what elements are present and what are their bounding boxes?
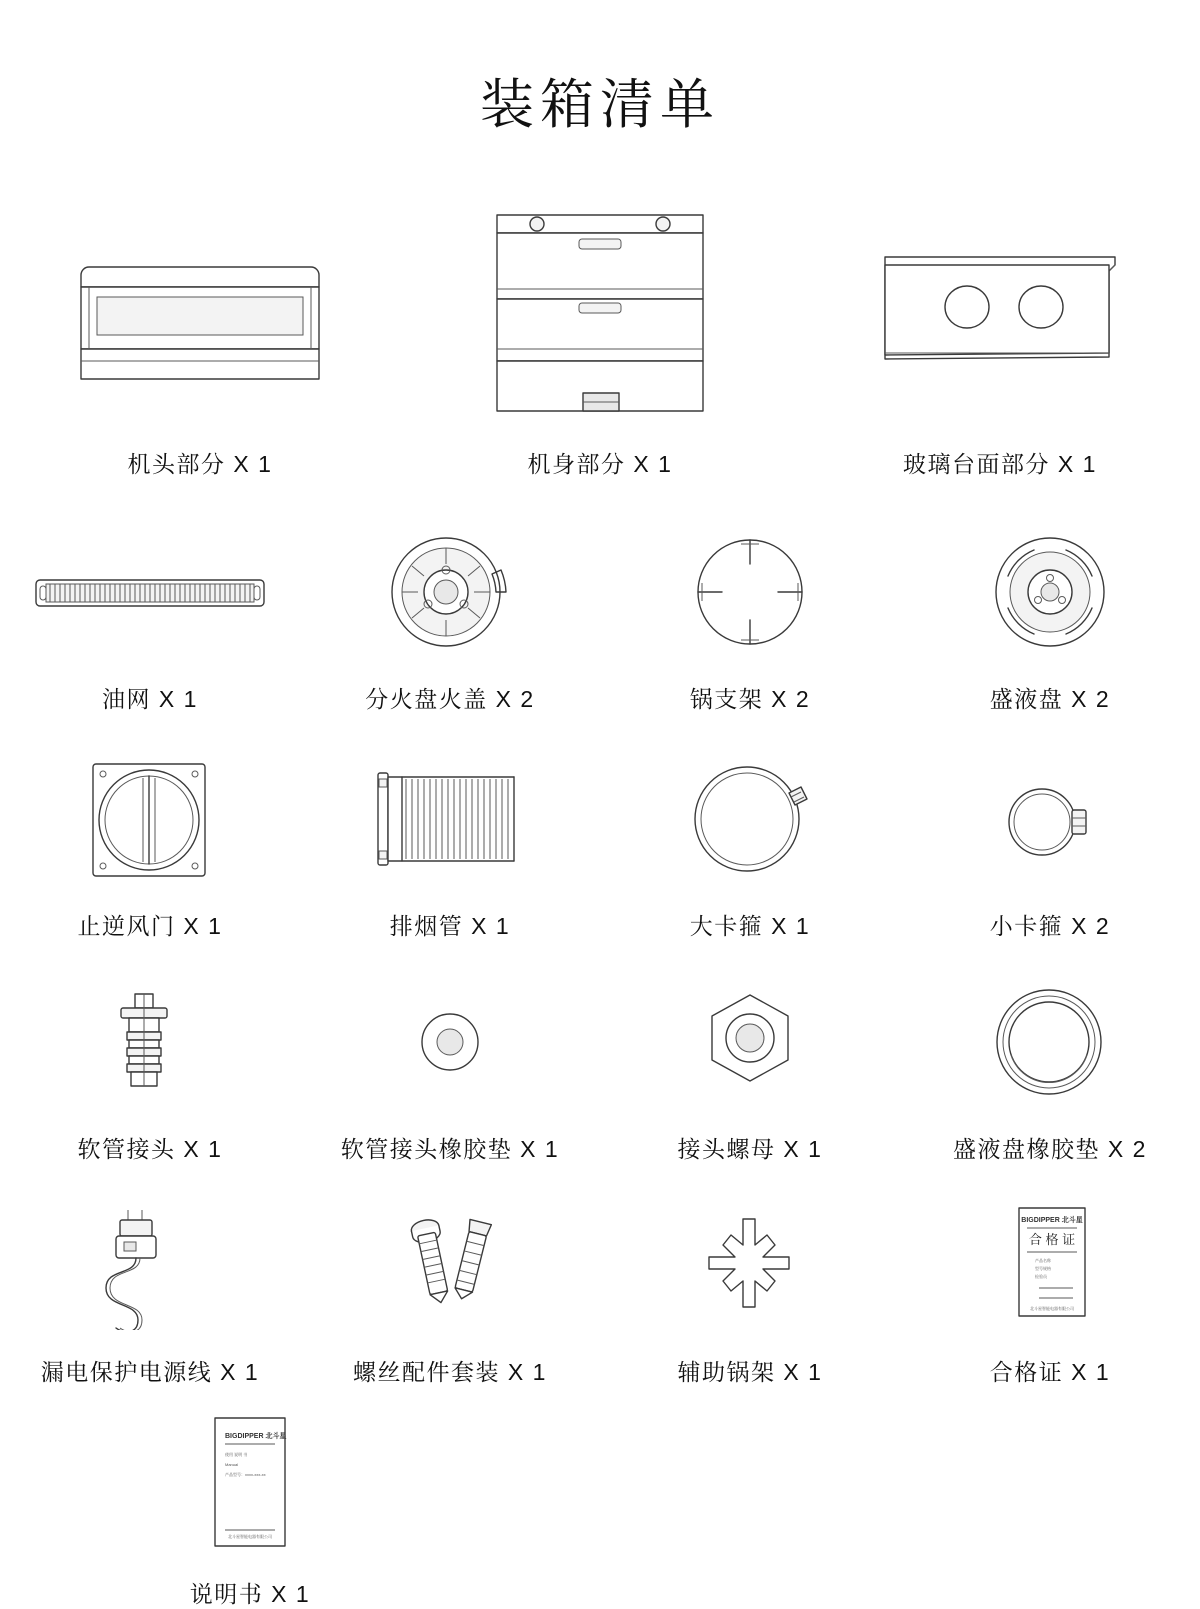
glass-cooktop-icon [875, 197, 1125, 432]
item-row-4 [0, 967, 1200, 1164]
list-item [900, 1190, 1200, 1387]
svg-text:BIGDIPPER 北斗星: BIGDIPPER 北斗星 [225, 1433, 287, 1440]
item-label: 合格证 X 1 [989, 1359, 1111, 1385]
connector-nut-icon [690, 967, 810, 1117]
page-title: 装箱清单 [480, 75, 720, 135]
exhaust-duct-icon [370, 744, 530, 894]
list-item [0, 517, 300, 714]
item-label: 玻璃台面部分 X 1 [903, 451, 1097, 477]
certificate-icon [995, 1190, 1105, 1340]
list-item [0, 1190, 300, 1387]
item-label: 分火盘火盖 X 2 [365, 686, 535, 712]
list-item [300, 1190, 600, 1387]
item-label: 螺丝配件套装 X 1 [353, 1359, 547, 1385]
list-item [800, 197, 1200, 479]
grease-filter-icon [30, 517, 270, 667]
item-row-1 [0, 197, 1200, 479]
list-item [600, 1190, 900, 1387]
item-label: 软管接头 X 1 [77, 1136, 223, 1162]
list-item [900, 967, 1200, 1164]
item-row-2 [0, 517, 1200, 714]
svg-text:检验员: 检验员 [1035, 1274, 1047, 1279]
check-valve-icon [83, 744, 218, 894]
svg-text:产品型号：xxxx-xxx-xx: 产品型号：xxxx-xxx-xx [225, 1472, 266, 1477]
pot-support-icon [685, 517, 815, 667]
item-label: 油网 X 1 [102, 686, 198, 712]
list-item [300, 517, 600, 714]
item-label: 止逆风门 X 1 [77, 913, 223, 939]
list-item [400, 197, 800, 479]
list-item [300, 967, 600, 1164]
item-label: 排烟管 X 1 [389, 913, 511, 939]
svg-text:使用 说明 书: 使用 说明 书 [225, 1452, 248, 1457]
range-hood-head-icon [75, 197, 325, 432]
range-hood-body-icon [475, 197, 725, 432]
item-label: 软管接头橡胶垫 X 1 [340, 1136, 560, 1162]
small-clamp-icon [990, 744, 1110, 894]
list-item [100, 1407, 400, 1609]
item-label: 锅支架 X 2 [689, 686, 811, 712]
item-label: 机身部分 X 1 [527, 451, 673, 477]
screw-kit-icon [385, 1190, 515, 1340]
large-clamp-icon [685, 744, 815, 894]
list-item [300, 744, 600, 941]
item-label: 盛液盘 X 2 [989, 686, 1111, 712]
svg-text:Manual: Manual [225, 1462, 239, 1467]
svg-text:合 格 证: 合 格 证 [1028, 1232, 1076, 1247]
item-label: 辅助锅架 X 1 [677, 1359, 823, 1385]
list-item [600, 967, 900, 1164]
item-row-5 [0, 1190, 1200, 1387]
item-row-3 [0, 744, 1200, 941]
svg-text:北斗星智能电器有限公司: 北斗星智能电器有限公司 [228, 1534, 272, 1539]
item-label: 小卡箍 X 2 [989, 913, 1111, 939]
list-item [0, 967, 300, 1164]
drip-tray-icon [985, 517, 1115, 667]
power-cord-icon [80, 1190, 220, 1340]
auxiliary-pot-rack-icon [685, 1190, 815, 1340]
list-item [0, 197, 400, 479]
item-label: 接头螺母 X 1 [677, 1136, 823, 1162]
svg-text:北斗星智能电器有限公司: 北斗星智能电器有限公司 [1030, 1306, 1074, 1311]
manual-icon [195, 1407, 305, 1562]
svg-text:型号规格: 型号规格 [1035, 1266, 1051, 1271]
drip-tray-gasket-icon [985, 967, 1115, 1117]
item-label: 盛液盘橡胶垫 X 2 [953, 1136, 1147, 1162]
item-label: 机头部分 X 1 [127, 451, 273, 477]
hose-connector-icon [95, 967, 205, 1117]
item-label: 漏电保护电源线 X 1 [40, 1359, 260, 1385]
item-label: 大卡箍 X 1 [689, 913, 811, 939]
list-item [0, 744, 300, 941]
hose-gasket-icon [400, 967, 500, 1117]
item-row-6 [0, 1407, 1200, 1609]
list-item [900, 517, 1200, 714]
list-item [600, 744, 900, 941]
svg-text:BIGDIPPER 北斗星: BIGDIPPER 北斗星 [1021, 1217, 1083, 1224]
list-item [600, 517, 900, 714]
item-label: 说明书 X 1 [189, 1581, 311, 1607]
burner-cap-icon [380, 517, 520, 667]
svg-text:产品名称: 产品名称 [1035, 1258, 1051, 1263]
list-item [900, 744, 1200, 941]
